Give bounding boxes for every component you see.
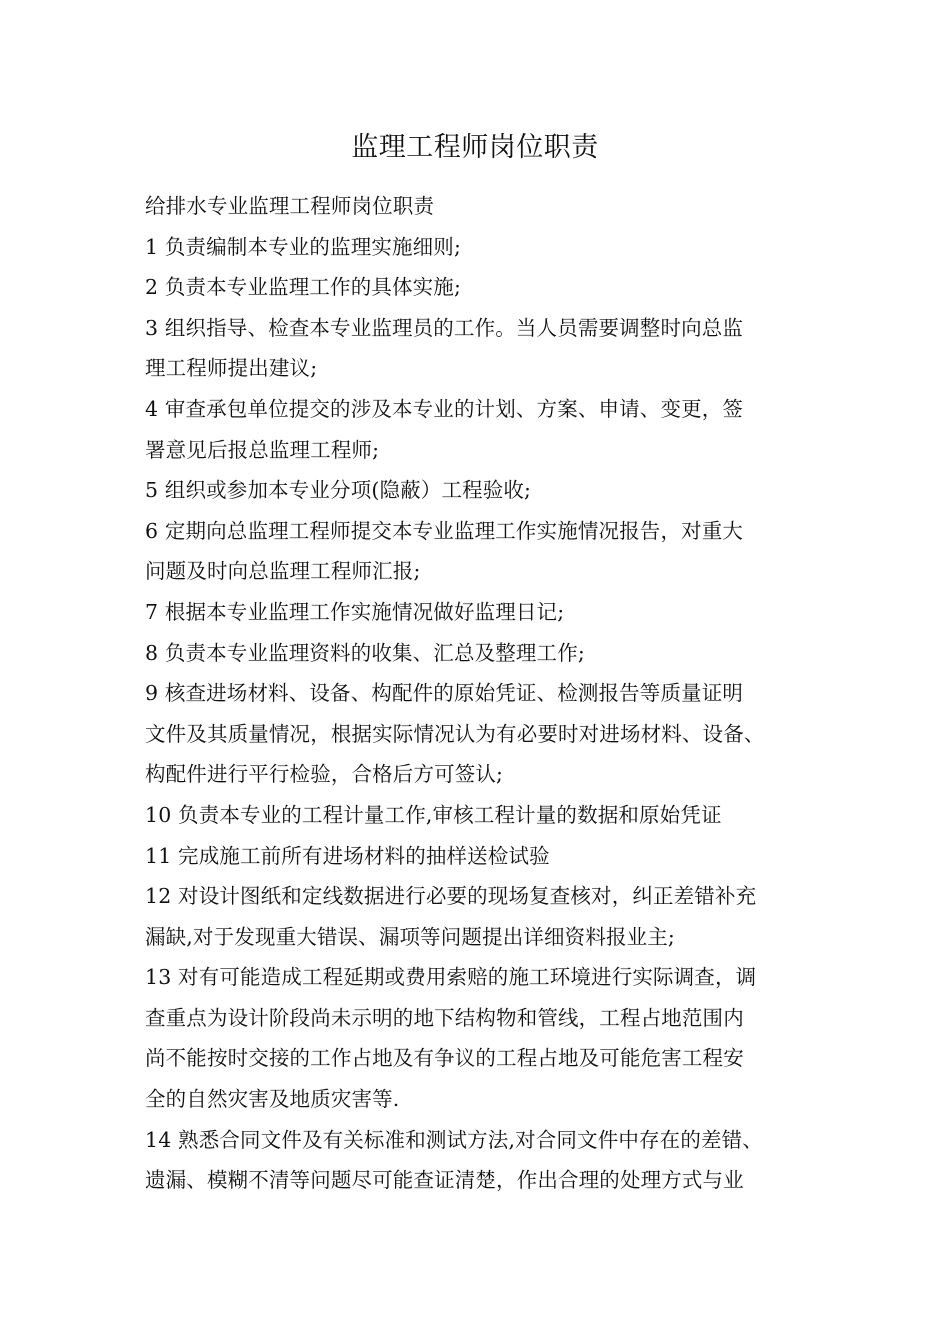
text-line: 查重点为设计阶段尚未示明的地下结构物和管线，工程占地范围内 bbox=[145, 1005, 744, 1030]
text-line: 6 定期向总监理工程师提交本专业监理工作实施情况报告，对重大 bbox=[145, 518, 744, 543]
text-line: 尚不能按时交接的工作占地及有争议的工程占地及可能危害工程安 bbox=[145, 1046, 744, 1071]
text-line: 8 负责本专业监理资料的收集、汇总及整理工作; bbox=[145, 640, 585, 665]
text-line: 构配件进行平行检验，合格后方可签认; bbox=[145, 762, 504, 787]
text-line: 问题及时向总监理工程师汇报; bbox=[145, 559, 421, 584]
document-title: 监理工程师岗位职责 bbox=[351, 132, 599, 163]
text-line: 10 负责本专业的工程计量工作,审核工程计量的数据和原始凭证 bbox=[145, 802, 722, 827]
text-line: 漏缺,对于发现重大错误、漏项等问题提出详细资料报业主; bbox=[145, 924, 675, 949]
text-line: 3 组织指导、检查本专业监理员的工作。当人员需要调整时向总监 bbox=[145, 315, 744, 340]
text-line: 全的自然灾害及地质灾害等. bbox=[145, 1087, 400, 1112]
text-line: 理工程师提出建议; bbox=[145, 356, 318, 381]
text-line: 4 审查承包单位提交的涉及本专业的计划、方案、申请、变更，签 bbox=[145, 396, 744, 421]
text-line: 5 组织或参加本专业分项(隐蔽）工程验收; bbox=[145, 478, 532, 503]
text-line: 9 核查进场材料、设备、构配件的原始凭证、检测报告等质量证明 bbox=[145, 681, 744, 706]
text-line: 14 熟悉合同文件及有关标准和测试方法,对合同文件中存在的差错、 bbox=[145, 1127, 763, 1152]
text-line: 署意见后报总监理工程师; bbox=[145, 437, 380, 462]
text-line: 13 对有可能造成工程延期或费用索赔的施工环境进行实际调查，调 bbox=[145, 965, 757, 990]
text-line: 7 根据本专业监理工作实施情况做好监理日记; bbox=[145, 599, 565, 624]
text-line: 2 负责本专业监理工作的具体实施; bbox=[145, 275, 462, 300]
text-line: 遗漏、模糊不清等问题尽可能查证清楚，作出合理的处理方式与业 bbox=[145, 1168, 744, 1193]
text-line: 11 完成施工前所有进场材料的抽样送检试验 bbox=[145, 843, 550, 868]
text-line: 12 对设计图纸和定线数据进行必要的现场复查核对，纠正差错补充 bbox=[145, 884, 757, 909]
section-heading: 给排水专业监理工程师岗位职责 bbox=[145, 194, 435, 218]
text-line: 1 负责编制本专业的监理实施细则; bbox=[145, 234, 462, 259]
text-line: 文件及其质量情况，根据实际情况认为有必要时对进场材料、设备、 bbox=[145, 721, 765, 746]
document-body bbox=[145, 186, 811, 1201]
